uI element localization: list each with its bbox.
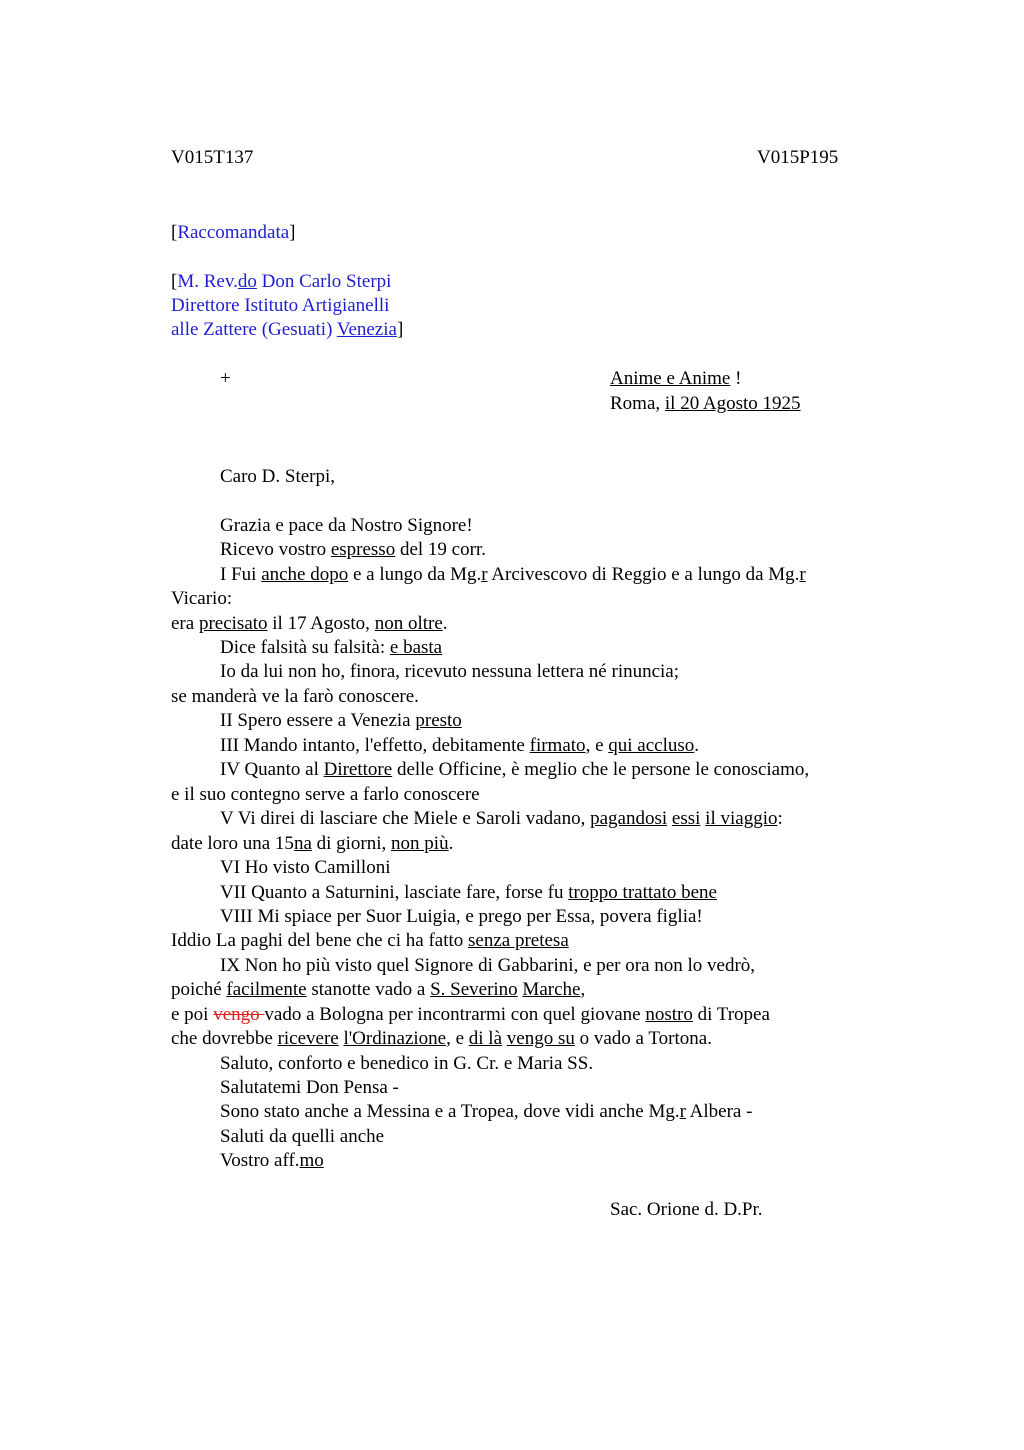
body-line: VI Ho visto Camilloni xyxy=(220,857,391,878)
salutation: Caro D. Sterpi, xyxy=(220,466,336,487)
body-line: II Spero essere a Venezia presto xyxy=(220,710,462,731)
body-line: IX Non ho più visto quel Signore di Gabbarini, e per ora non lo vedrò, xyxy=(220,955,756,976)
body-line: V Vi direi di lasciare che Miele e Saroli vadano, pagandosi essi il viaggio: xyxy=(220,808,783,829)
body-line: Iddio La paghi del bene che ci ha fatto senza pretesa xyxy=(171,930,569,951)
body-line: I Fui anche dopo e a lungo da Mg.r Arcivescovo di Reggio e a lungo da Mg.r xyxy=(220,564,806,585)
body-line: Vicario: xyxy=(171,588,233,609)
body-line: Ricevo vostro espresso del 19 corr. xyxy=(220,539,486,560)
motto: Anime e Anime ! xyxy=(610,368,742,389)
body-line: Dice falsità su falsità: e basta xyxy=(220,637,443,658)
body-line: Vostro aff.mo xyxy=(220,1150,324,1171)
body-line: IV Quanto al Direttore delle Officine, è meglio che le persone le conosciamo, xyxy=(220,759,810,780)
address-line-3: alle Zattere (Gesuati) Venezia] xyxy=(171,319,404,340)
body-line: che dovrebbe ricevere l'Ordinazione, e di là vengo su o vado a Tortona. xyxy=(171,1028,712,1049)
body-line: poiché facilmente stanotte vado a S. Severino Marche, xyxy=(171,979,586,1000)
body-line: Salutatemi Don Pensa - xyxy=(220,1077,399,1098)
date-line: Roma, il 20 Agosto 1925 xyxy=(610,393,801,414)
header-right-code: V015P195 xyxy=(757,147,839,168)
header-left-code: V015T137 xyxy=(171,147,254,168)
body-line: Grazia e pace da Nostro Signore! xyxy=(220,515,473,536)
address-line-2: Direttore Istituto Artigianelli xyxy=(171,295,390,316)
body-line: Saluti da quelli anche xyxy=(220,1126,385,1147)
signature: Sac. Orione d. D.Pr. xyxy=(610,1199,763,1220)
address-line-1: [M. Rev.do Don Carlo Sterpi xyxy=(171,271,392,292)
body-line: e poi vengo vado a Bologna per incontrarmi con quel giovane nostro di Tropea xyxy=(171,1004,770,1025)
body-line: e il suo contegno serve a farlo conoscere xyxy=(171,784,480,805)
registered-note: [Raccomandata] xyxy=(171,222,296,243)
body-line: se manderà ve la farò conoscere. xyxy=(171,686,419,707)
body-line: VIII Mi spiace per Suor Luigia, e prego per Essa, povera figlia! xyxy=(220,906,703,927)
body-line: Saluto, conforto e benedico in G. Cr. e Maria SS. xyxy=(220,1053,594,1074)
body-line: Sono stato anche a Messina e a Tropea, dove vidi anche Mg.r Albera - xyxy=(220,1101,753,1122)
struck-word: vengo xyxy=(213,1004,265,1025)
body-line: III Mando intanto, l'effetto, debitamente firmato, e qui accluso. xyxy=(220,735,700,756)
body-line: VII Quanto a Saturnini, lasciate fare, forse fu troppo trattato bene xyxy=(220,882,717,903)
body-line: date loro una 15na di giorni, non più. xyxy=(171,833,454,854)
body-line: Io da lui non ho, finora, ricevuto nessuna lettera né rinuncia; xyxy=(220,661,680,682)
cross-mark: + xyxy=(220,368,231,389)
body-line: era precisato il 17 Agosto, non oltre. xyxy=(171,613,448,634)
